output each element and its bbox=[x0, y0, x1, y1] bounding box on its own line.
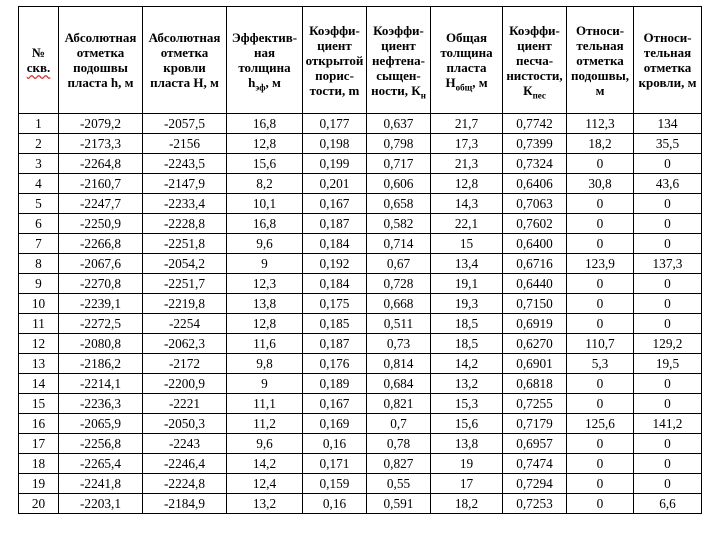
table-cell: 12,8 bbox=[227, 134, 303, 154]
table-cell: 0,187 bbox=[303, 334, 367, 354]
table-cell: 0,7399 bbox=[503, 134, 567, 154]
table-cell: 0,176 bbox=[303, 354, 367, 374]
table-cell: 13,4 bbox=[431, 254, 503, 274]
table-cell: 0,668 bbox=[367, 294, 431, 314]
table-cell: 0 bbox=[634, 274, 702, 294]
table-cell: 0,6919 bbox=[503, 314, 567, 334]
table-cell: 14,2 bbox=[431, 354, 503, 374]
table-cell: 15,6 bbox=[431, 414, 503, 434]
table-cell: -2265,4 bbox=[59, 454, 143, 474]
table-cell: 14 bbox=[19, 374, 59, 394]
table-cell: -2233,4 bbox=[143, 194, 227, 214]
table-cell: -2147,9 bbox=[143, 174, 227, 194]
table-cell: 0,7179 bbox=[503, 414, 567, 434]
table-cell: 11,2 bbox=[227, 414, 303, 434]
table-cell: 0,6440 bbox=[503, 274, 567, 294]
table-cell: 0,717 bbox=[367, 154, 431, 174]
table-cell: 43,6 bbox=[634, 174, 702, 194]
table-cell: 0 bbox=[567, 314, 634, 334]
document-page bbox=[18, 6, 701, 514]
table-cell: 0,728 bbox=[367, 274, 431, 294]
table-cell: 0,814 bbox=[367, 354, 431, 374]
table-cell: 0,7742 bbox=[503, 114, 567, 134]
table-cell: 15 bbox=[431, 234, 503, 254]
table-cell: 0,169 bbox=[303, 414, 367, 434]
table-cell: 0 bbox=[567, 294, 634, 314]
table-row bbox=[19, 214, 702, 234]
table-cell: 9 bbox=[227, 374, 303, 394]
table-cell: 13,8 bbox=[431, 434, 503, 454]
table-cell: 0,175 bbox=[303, 294, 367, 314]
table-cell: 0 bbox=[567, 154, 634, 174]
table-cell: 9,8 bbox=[227, 354, 303, 374]
table-cell: 18,5 bbox=[431, 314, 503, 334]
table-row bbox=[19, 494, 702, 514]
table-cell: 0,16 bbox=[303, 494, 367, 514]
table-cell: 12 bbox=[19, 334, 59, 354]
table-cell: 18,2 bbox=[431, 494, 503, 514]
table-cell: 123,9 bbox=[567, 254, 634, 274]
well-data-table bbox=[18, 6, 702, 514]
table-cell: 9,6 bbox=[227, 234, 303, 254]
table-cell: 0,7324 bbox=[503, 154, 567, 174]
table-cell: 19 bbox=[431, 454, 503, 474]
table-cell: 15 bbox=[19, 394, 59, 414]
table-cell: -2247,7 bbox=[59, 194, 143, 214]
table-cell: 0 bbox=[567, 434, 634, 454]
table-cell: 9 bbox=[227, 254, 303, 274]
table-cell: 6 bbox=[19, 214, 59, 234]
table-cell: -2173,3 bbox=[59, 134, 143, 154]
table-cell: 11,6 bbox=[227, 334, 303, 354]
table-cell: 13,2 bbox=[227, 494, 303, 514]
table-cell: 0,6818 bbox=[503, 374, 567, 394]
table-cell: 0,684 bbox=[367, 374, 431, 394]
table-cell: 0 bbox=[567, 234, 634, 254]
table-cell: -2067,6 bbox=[59, 254, 143, 274]
table-cell: 12,3 bbox=[227, 274, 303, 294]
table-cell: 129,2 bbox=[634, 334, 702, 354]
table-cell: 13,2 bbox=[431, 374, 503, 394]
table-cell: -2184,9 bbox=[143, 494, 227, 514]
table-cell: -2239,1 bbox=[59, 294, 143, 314]
table-cell: 13,8 bbox=[227, 294, 303, 314]
table-cell: 0,185 bbox=[303, 314, 367, 334]
table-cell: -2156 bbox=[143, 134, 227, 154]
table-cell: 0,184 bbox=[303, 234, 367, 254]
table-cell: 0,7150 bbox=[503, 294, 567, 314]
table-cell: 10,1 bbox=[227, 194, 303, 214]
table-cell: 0,798 bbox=[367, 134, 431, 154]
table-row bbox=[19, 274, 702, 294]
table-cell: 0 bbox=[567, 474, 634, 494]
table-cell: 9,6 bbox=[227, 434, 303, 454]
table-cell: 125,6 bbox=[567, 414, 634, 434]
table-cell: -2054,2 bbox=[143, 254, 227, 274]
table-row bbox=[19, 434, 702, 454]
table-cell: -2079,2 bbox=[59, 114, 143, 134]
table-cell: -2266,8 bbox=[59, 234, 143, 254]
table-cell: -2228,8 bbox=[143, 214, 227, 234]
table-row bbox=[19, 334, 702, 354]
table-cell: 11 bbox=[19, 314, 59, 334]
table-cell: 12,8 bbox=[227, 314, 303, 334]
header-effective-thickness: Эффектив-ная толщина $h_{эф}$, м bbox=[227, 7, 303, 114]
header-sand-ratio: Коэффи-циент песча-нистости, $К_{пес}$ bbox=[503, 7, 567, 114]
table-cell: 19,1 bbox=[431, 274, 503, 294]
header-total-thickness: Общая толщина пласта $H_{общ}$, м bbox=[431, 7, 503, 114]
table-cell: 0,199 bbox=[303, 154, 367, 174]
table-cell: -2256,8 bbox=[59, 434, 143, 454]
table-cell: 0 bbox=[634, 154, 702, 174]
table-cell: 9 bbox=[19, 274, 59, 294]
table-cell: 0,187 bbox=[303, 214, 367, 234]
table-cell: 0,511 bbox=[367, 314, 431, 334]
table-cell: 35,5 bbox=[634, 134, 702, 154]
table-row bbox=[19, 154, 702, 174]
header-oil-saturation: Коэффи-циент нефтена-сыщен-ности, $К_н$ bbox=[367, 7, 431, 114]
table-cell: 20 bbox=[19, 494, 59, 514]
table-cell: -2264,8 bbox=[59, 154, 143, 174]
table-cell: 0,7474 bbox=[503, 454, 567, 474]
table-cell: 3 bbox=[19, 154, 59, 174]
table-cell: 17 bbox=[19, 434, 59, 454]
table-cell: 0 bbox=[634, 374, 702, 394]
table-cell: 0,198 bbox=[303, 134, 367, 154]
table-cell: 5 bbox=[19, 194, 59, 214]
table-cell: 112,3 bbox=[567, 114, 634, 134]
table-cell: 0 bbox=[634, 214, 702, 234]
table-cell: 0 bbox=[634, 454, 702, 474]
table-cell: -2224,8 bbox=[143, 474, 227, 494]
table-cell: 13 bbox=[19, 354, 59, 374]
table-cell: 0 bbox=[567, 494, 634, 514]
table-cell: 21,7 bbox=[431, 114, 503, 134]
header-row bbox=[19, 7, 702, 114]
table-cell: 0,7602 bbox=[503, 214, 567, 234]
table-cell: 0,591 bbox=[367, 494, 431, 514]
table-cell: -2251,7 bbox=[143, 274, 227, 294]
table-cell: -2246,4 bbox=[143, 454, 227, 474]
table-cell: -2243,5 bbox=[143, 154, 227, 174]
table-cell: 0 bbox=[567, 194, 634, 214]
table-cell: 18 bbox=[19, 454, 59, 474]
header-top-elevation: Абсолютная отметка кровли пласта H, м bbox=[143, 7, 227, 114]
table-row bbox=[19, 454, 702, 474]
table-cell: 12,8 bbox=[431, 174, 503, 194]
table-row bbox=[19, 414, 702, 434]
table-row bbox=[19, 194, 702, 214]
table-cell: 2 bbox=[19, 134, 59, 154]
table-cell: 16 bbox=[19, 414, 59, 434]
table-row bbox=[19, 374, 702, 394]
table-cell: 0,73 bbox=[367, 334, 431, 354]
table-cell: -2065,9 bbox=[59, 414, 143, 434]
table-row bbox=[19, 314, 702, 334]
table-cell: 0,201 bbox=[303, 174, 367, 194]
table-cell: 0 bbox=[567, 214, 634, 234]
table-row bbox=[19, 394, 702, 414]
table-cell: 17,3 bbox=[431, 134, 503, 154]
table-cell: 0,6406 bbox=[503, 174, 567, 194]
table-cell: 0 bbox=[634, 294, 702, 314]
table-cell: 0 bbox=[634, 434, 702, 454]
header-well-number: № скв. bbox=[19, 7, 59, 114]
table-body bbox=[19, 114, 702, 514]
table-cell: 0,714 bbox=[367, 234, 431, 254]
table-cell: 17 bbox=[431, 474, 503, 494]
header-porosity: Коэффи-циент открытой порис-тости, m bbox=[303, 7, 367, 114]
table-cell: 0 bbox=[634, 234, 702, 254]
table-cell: -2241,8 bbox=[59, 474, 143, 494]
table-cell: -2270,8 bbox=[59, 274, 143, 294]
table-cell: 0 bbox=[634, 194, 702, 214]
table-cell: -2272,5 bbox=[59, 314, 143, 334]
table-cell: 8,2 bbox=[227, 174, 303, 194]
table-cell: 0 bbox=[634, 314, 702, 334]
table-cell: 19 bbox=[19, 474, 59, 494]
table-cell: 0,6716 bbox=[503, 254, 567, 274]
table-cell: -2251,8 bbox=[143, 234, 227, 254]
table-cell: -2219,8 bbox=[143, 294, 227, 314]
table-cell: 7 bbox=[19, 234, 59, 254]
table-cell: 16,8 bbox=[227, 214, 303, 234]
table-cell: 15,6 bbox=[227, 154, 303, 174]
table-cell: 0,7063 bbox=[503, 194, 567, 214]
table-cell: 0,167 bbox=[303, 194, 367, 214]
table-cell: -2057,5 bbox=[143, 114, 227, 134]
table-cell: 0,67 bbox=[367, 254, 431, 274]
table-cell: 0,7255 bbox=[503, 394, 567, 414]
table-cell: 110,7 bbox=[567, 334, 634, 354]
table-cell: 137,3 bbox=[634, 254, 702, 274]
table-cell: 0,7 bbox=[367, 414, 431, 434]
table-cell: -2200,9 bbox=[143, 374, 227, 394]
table-cell: 15,3 bbox=[431, 394, 503, 414]
table-cell: 10 bbox=[19, 294, 59, 314]
table-row bbox=[19, 294, 702, 314]
table-cell: 0 bbox=[634, 394, 702, 414]
table-cell: -2214,1 bbox=[59, 374, 143, 394]
table-cell: 12,4 bbox=[227, 474, 303, 494]
table-cell: 0,7294 bbox=[503, 474, 567, 494]
header-bottom-elevation: Абсолютная отметка подошвы пласта h, м bbox=[59, 7, 143, 114]
table-cell: 0,184 bbox=[303, 274, 367, 294]
table-row bbox=[19, 174, 702, 194]
table-cell: 0 bbox=[567, 374, 634, 394]
table-cell: -2080,8 bbox=[59, 334, 143, 354]
table-cell: 0,606 bbox=[367, 174, 431, 194]
table-cell: 0,55 bbox=[367, 474, 431, 494]
table-cell: -2254 bbox=[143, 314, 227, 334]
table-cell: 16,8 bbox=[227, 114, 303, 134]
table-cell: -2203,1 bbox=[59, 494, 143, 514]
table-cell: 134 bbox=[634, 114, 702, 134]
table-cell: 0,7253 bbox=[503, 494, 567, 514]
table-cell: 21,3 bbox=[431, 154, 503, 174]
table-row bbox=[19, 474, 702, 494]
table-cell: 0,6400 bbox=[503, 234, 567, 254]
table-row bbox=[19, 354, 702, 374]
table-cell: 6,6 bbox=[634, 494, 702, 514]
table-cell: -2160,7 bbox=[59, 174, 143, 194]
table-cell: 141,2 bbox=[634, 414, 702, 434]
table-cell: -2236,3 bbox=[59, 394, 143, 414]
table-cell: 18,5 bbox=[431, 334, 503, 354]
table-cell: 18,2 bbox=[567, 134, 634, 154]
table-cell: -2250,9 bbox=[59, 214, 143, 234]
header-relative-bottom: Относи-тельная отметка подошвы, м bbox=[567, 7, 634, 114]
table-cell: 0,189 bbox=[303, 374, 367, 394]
table-cell: -2062,3 bbox=[143, 334, 227, 354]
table-cell: 0,637 bbox=[367, 114, 431, 134]
table-cell: -2172 bbox=[143, 354, 227, 374]
table-cell: 4 bbox=[19, 174, 59, 194]
table-cell: 0 bbox=[567, 394, 634, 414]
table-row bbox=[19, 234, 702, 254]
table-cell: 0 bbox=[567, 274, 634, 294]
table-cell: 30,8 bbox=[567, 174, 634, 194]
table-cell: 0,6270 bbox=[503, 334, 567, 354]
table-cell: 0,171 bbox=[303, 454, 367, 474]
table-cell: 0,6957 bbox=[503, 434, 567, 454]
table-cell: 0,658 bbox=[367, 194, 431, 214]
table-cell: 0,167 bbox=[303, 394, 367, 414]
table-cell: 5,3 bbox=[567, 354, 634, 374]
table-row bbox=[19, 254, 702, 274]
table-cell: 19,5 bbox=[634, 354, 702, 374]
table-cell: 0,827 bbox=[367, 454, 431, 474]
table-cell: 0,582 bbox=[367, 214, 431, 234]
table-cell: 22,1 bbox=[431, 214, 503, 234]
table-cell: 0 bbox=[634, 474, 702, 494]
table-cell: 11,1 bbox=[227, 394, 303, 414]
table-cell: 0,6901 bbox=[503, 354, 567, 374]
table-cell: 0,192 bbox=[303, 254, 367, 274]
table-cell: 0,159 bbox=[303, 474, 367, 494]
table-cell: 0,16 bbox=[303, 434, 367, 454]
header-relative-top: Относи-тельная отметка кровли, м bbox=[634, 7, 702, 114]
table-cell: -2243 bbox=[143, 434, 227, 454]
table-cell: 14,3 bbox=[431, 194, 503, 214]
table-cell: 1 bbox=[19, 114, 59, 134]
table-cell: 14,2 bbox=[227, 454, 303, 474]
table-cell: 19,3 bbox=[431, 294, 503, 314]
table-row bbox=[19, 134, 702, 154]
table-cell: 0,177 bbox=[303, 114, 367, 134]
table-cell: -2221 bbox=[143, 394, 227, 414]
table-cell: 0 bbox=[567, 454, 634, 474]
table-cell: -2050,3 bbox=[143, 414, 227, 434]
table-cell: 0,821 bbox=[367, 394, 431, 414]
table-cell: -2186,2 bbox=[59, 354, 143, 374]
table-cell: 8 bbox=[19, 254, 59, 274]
table-cell: 0,78 bbox=[367, 434, 431, 454]
table-row bbox=[19, 114, 702, 134]
